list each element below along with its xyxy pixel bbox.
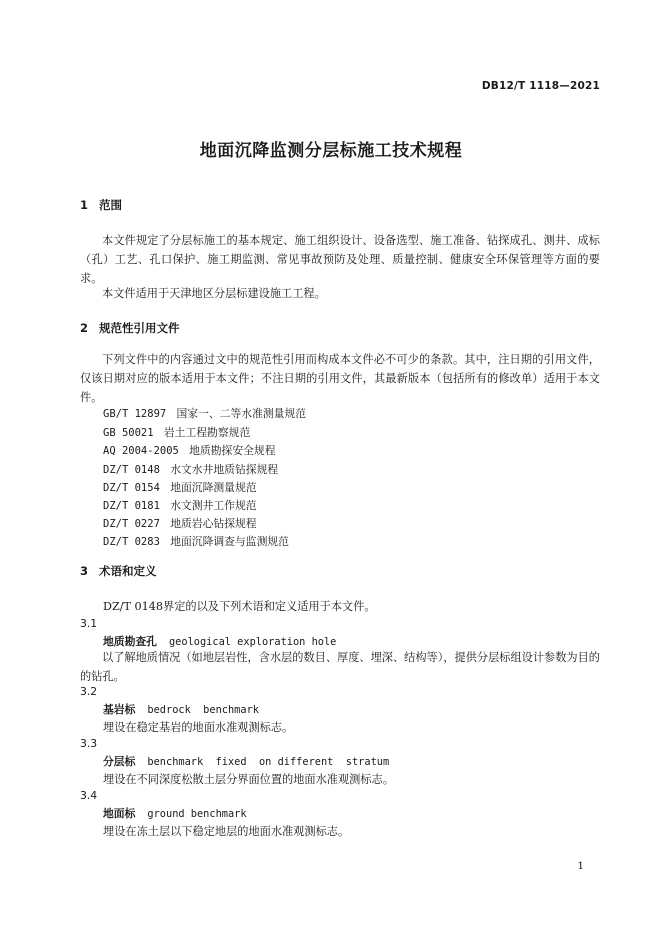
section-3-intro: DZ/T 0148界定的以及下列术语和定义适用于本文件。 — [103, 600, 376, 613]
reference-name: 国家一、二等水准测量规范 — [176, 407, 307, 420]
document-title: 地面沉降监测分层标施工技术规程 — [199, 141, 463, 161]
reference-item — [103, 462, 278, 477]
reference-code: DZ/T 0181 — [103, 500, 160, 512]
reference-name: 水文测井工作规范 — [170, 499, 257, 512]
reference-code: DZ/T 0283 — [103, 536, 160, 548]
section-number: 1 — [80, 198, 89, 212]
reference-code: DZ/T 0148 — [103, 464, 160, 476]
reference-code: GB/T 12897 — [103, 408, 167, 420]
reference-item — [103, 498, 257, 513]
term-english: geological exploration hole — [168, 636, 337, 648]
section-title: 术语和定义 — [99, 564, 157, 578]
section-1-paragraph-2: 本文件适用于天津地区分层标建设施工工程。 — [102, 287, 326, 300]
reference-code: AQ 2004-2005 — [103, 445, 179, 457]
section-title: 规范性引用文件 — [99, 321, 180, 335]
section-2-heading — [80, 320, 180, 336]
term-definition: 埋设在稳定基岩的地面水准观测标志。 — [103, 721, 294, 734]
reference-code: GB 50021 — [103, 427, 154, 439]
term-title — [103, 806, 247, 821]
reference-name: 岩土工程勘察规范 — [163, 426, 251, 439]
section-1-heading — [80, 197, 122, 213]
term-chinese: 地面标 — [103, 807, 136, 820]
term-chinese: 基岩标 — [103, 703, 136, 716]
section-1-paragraph-1: 本文件规定了分层标施工的基本规定、施工组织设计、设备选型、施工准备、钻探成孔、测井、成标（孔）工艺、孔口保护、施工期监测、常见事故预防及处理、质量控制、健康安全环保管理等方面的要求。 — [80, 234, 600, 285]
term-title — [103, 754, 389, 769]
term-title — [103, 702, 259, 717]
reference-name: 水文水井地质钻探规程 — [170, 463, 279, 476]
term-chinese: 地质勘查孔 — [103, 635, 157, 648]
reference-name: 地质岩心钻探规程 — [170, 517, 257, 530]
reference-item — [103, 425, 250, 440]
reference-item — [103, 443, 276, 458]
term-english: bedrock benchmark — [147, 704, 259, 716]
term-number: 3.1 — [80, 617, 98, 630]
term-definition: 以了解地质情况（如地层岩性，含水层的数目、厚度、埋深、结构等），提供分层标组设计参数为目的的钻孔。 — [80, 651, 600, 683]
term-english: benchmark fixed on different stratum — [147, 756, 390, 768]
section-2-intro: 下列文件中的内容通过文中的规范性引用而构成本文件必不可少的条款。其中，注日期的引用文件，仅该日期对应的版本适用于本文件；不注日期的引用文件，其最新版本（包括所有的修改单）适用于本文件。 — [80, 353, 600, 404]
term-chinese: 分层标 — [103, 755, 136, 768]
term-number: 3.4 — [80, 789, 98, 802]
section-3-heading — [80, 563, 157, 579]
term-definition: 埋设在不同深度松散土层分界面位置的地面水准观测标志。 — [103, 773, 394, 786]
page-number: 1 — [577, 860, 584, 872]
section-number: 3 — [80, 564, 89, 578]
reference-item — [103, 480, 257, 495]
term-number: 3.2 — [80, 685, 98, 698]
term-definition: 埋设在冻土层以下稳定地层的地面水准观测标志。 — [103, 825, 350, 838]
section-title: 范围 — [99, 198, 122, 212]
reference-name: 地质勘探安全规程 — [189, 444, 276, 457]
section-number: 2 — [80, 321, 89, 335]
reference-name: 地面沉降测量规范 — [170, 481, 257, 494]
term-title — [103, 634, 336, 649]
reference-name: 地面沉降调查与监测规范 — [170, 535, 289, 548]
term-english: ground benchmark — [147, 808, 247, 820]
reference-item — [103, 516, 257, 531]
reference-item — [103, 534, 289, 549]
reference-code: DZ/T 0227 — [103, 518, 160, 530]
reference-code: DZ/T 0154 — [103, 482, 160, 494]
term-number: 3.3 — [80, 737, 98, 750]
reference-item — [103, 406, 306, 421]
standard-code: DB12/T 1118—2021 — [481, 80, 600, 92]
